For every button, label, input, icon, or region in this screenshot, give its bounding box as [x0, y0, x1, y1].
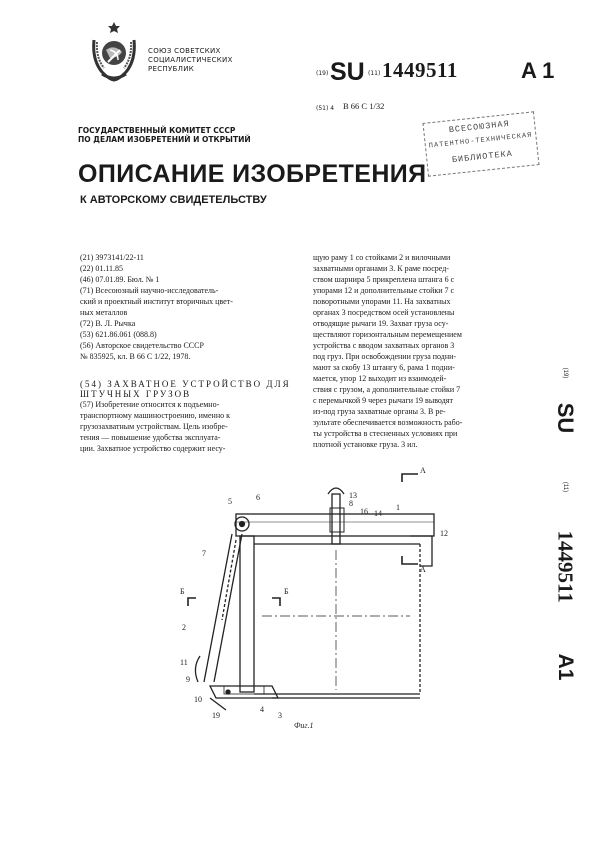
abstract-line: под груз. При освобождении груза подни-: [313, 352, 457, 361]
rotating-stop: [195, 656, 200, 682]
ussr-emblem: [88, 20, 140, 84]
vertical-patent-number: 1449511: [553, 530, 578, 603]
biblio-line: № 835925, кл. B 66 C 1/22, 1978.: [80, 352, 191, 361]
part-number: 2: [182, 623, 186, 632]
part-number: 8: [349, 499, 353, 508]
country-code: SU: [330, 58, 365, 86]
part-number: 1: [396, 503, 400, 512]
document-subtitle: К АВТОРСКОМУ СВИДЕТЕЛЬСТВУ: [80, 194, 267, 206]
abstract-line: органах 3 посредством осей установлены: [313, 308, 455, 317]
biblio-line: ных металлов: [80, 308, 128, 317]
abstract-line: с перемычкой 9 через рычаги 19 выводят: [313, 396, 453, 405]
section-mark-b-left: [188, 598, 196, 606]
vertical-kind-code: A1: [554, 653, 577, 681]
abstract-line: ществляют горизонтальным перемещением: [313, 330, 462, 339]
invention-title: ШТУЧНЫХ ГРУЗОВ: [80, 389, 192, 399]
section-label: A: [420, 466, 426, 475]
stamp-line: ПАТЕНТНО-ТЕХНИЧЕСКАЯ: [428, 131, 533, 151]
inid-code-11: (11): [368, 70, 381, 77]
biblio-line: (22) 01.11.85: [80, 264, 124, 273]
section-mark-a-bottom: [402, 556, 418, 564]
vertical-inid-11: (11): [562, 481, 568, 493]
part-number: 19: [212, 711, 220, 720]
ussr-name-line: СОЦИАЛИСТИЧЕСКИХ: [148, 56, 233, 64]
part-number: 11: [180, 658, 188, 667]
abstract-line: ством шарнира 5 прикреплена штанга 6 с: [313, 275, 455, 284]
committee-line: ПО ДЕЛАМ ИЗОБРЕТЕНИЙ И ОТКРЫТИЙ: [78, 135, 251, 144]
abstract-line: ты устройства в стесненных условиях при: [313, 429, 458, 438]
part-number: 14: [374, 509, 382, 518]
section-label: Б: [180, 587, 185, 596]
inid-code-19: (19): [316, 70, 329, 77]
kind-code: A 1: [521, 58, 555, 83]
abstract-line: устройства с вводом захватных органов 3: [313, 341, 455, 350]
biblio-line: (71) Всесоюзный научно-исследователь-: [80, 286, 219, 295]
abstract-line: из-под груза захватные органы 3. В ре-: [313, 407, 446, 416]
document-title: ОПИСАНИЕ ИЗОБРЕТЕНИЯ: [78, 160, 427, 188]
abstract-line: мают за скобу 13 штангу 6, рама 1 подни-: [313, 363, 455, 372]
inid-code-51: (51) 4: [316, 105, 335, 112]
abstract-line: мается, упор 12 выходит из взаимодей-: [313, 374, 447, 383]
abstract-line: щую раму 1 со стойками 2 и вилочными: [313, 253, 451, 262]
hinge-pin: [240, 522, 245, 527]
technical-drawing: [170, 460, 460, 745]
biblio-line: (53) 621.86.061 (088.8): [80, 330, 157, 339]
committee-line: ГОСУДАРСТВЕННЫЙ КОМИТЕТ СССР: [78, 126, 236, 135]
figure-caption: Фиг.1: [294, 721, 314, 730]
abstract-line: поворотными упорами 11. На захватных: [313, 297, 451, 306]
part-number: 10: [194, 695, 202, 704]
part-number: 16: [360, 507, 368, 516]
part-number: 3: [278, 711, 282, 720]
library-stamp: [422, 111, 539, 176]
lift-bracket: [328, 488, 344, 494]
right-stop: [410, 536, 432, 566]
abstract-line: грузозахватным устройствам. Цель изобре-: [80, 422, 228, 431]
ipc-class: B 66 C 1/32: [343, 101, 385, 111]
part-number: 5: [228, 497, 232, 506]
post: [240, 536, 254, 692]
ussr-name-line: РЕСПУБЛИК: [148, 65, 195, 73]
biblio-line: (46) 07.01.89. Бюл. № 1: [80, 275, 160, 284]
section-mark-a-top: [402, 474, 418, 482]
abstract-line: упорами 12 и дополнительные стойки 7 с: [313, 286, 455, 295]
abstract-line: ции. Захватное устройство содержит несу-: [80, 444, 226, 453]
stamp-line: ВСЕСОЮЗНАЯ: [448, 118, 511, 136]
biblio-line: ский и проектный институт вторичных цвет-: [80, 297, 233, 306]
ussr-name-line: СОЮЗ СОВЕТСКИХ: [148, 47, 221, 55]
abstract-line: тения — повышение удобства эксплуата-: [80, 433, 221, 442]
stamp-line: БИБЛИОТЕКА: [451, 148, 514, 166]
part-number: 13: [349, 491, 357, 500]
section-label: Б: [284, 587, 289, 596]
abstract-line: отводящие рычаги 19. Захват груза осу-: [313, 319, 449, 328]
abstract-line: зультате обеспечивается возможность рабо-: [313, 418, 463, 427]
abstract-line: захватными органами 3. К раме посред-: [313, 264, 449, 273]
part-number: 7: [202, 549, 206, 558]
abstract-line: транспортному машиностроению, именно к: [80, 411, 230, 420]
biblio-line: (56) Авторское свидетельство СССР: [80, 341, 204, 350]
biblio-line: (21) 3973141/22-11: [80, 253, 144, 262]
abstract-line: ствия с грузом, а дополнительные стойки 7: [313, 385, 461, 394]
invention-title: (54) ЗАХВАТНОЕ УСТРОЙСТВО ДЛЯ: [80, 379, 291, 389]
biblio-line: (72) В. Л. Рычка: [80, 319, 136, 328]
vertical-inid-19: (19): [562, 367, 568, 379]
abstract-line: плотной установке груза. 3 ил.: [313, 440, 418, 449]
section-mark-b-right: [272, 598, 280, 606]
vertical-country-code: SU: [553, 402, 578, 434]
part-number: 9: [186, 675, 190, 684]
frame-beam: [236, 514, 434, 536]
patent-number: 1449511: [382, 58, 458, 82]
section-label: A: [420, 565, 426, 574]
part-number: 12: [440, 529, 448, 538]
part-number: 4: [260, 705, 264, 714]
lever-pivot: [226, 690, 230, 694]
abstract-line: (57) Изобретение относится к подъемно-: [80, 400, 220, 409]
lever: [210, 698, 226, 710]
part-number: 6: [256, 493, 260, 502]
